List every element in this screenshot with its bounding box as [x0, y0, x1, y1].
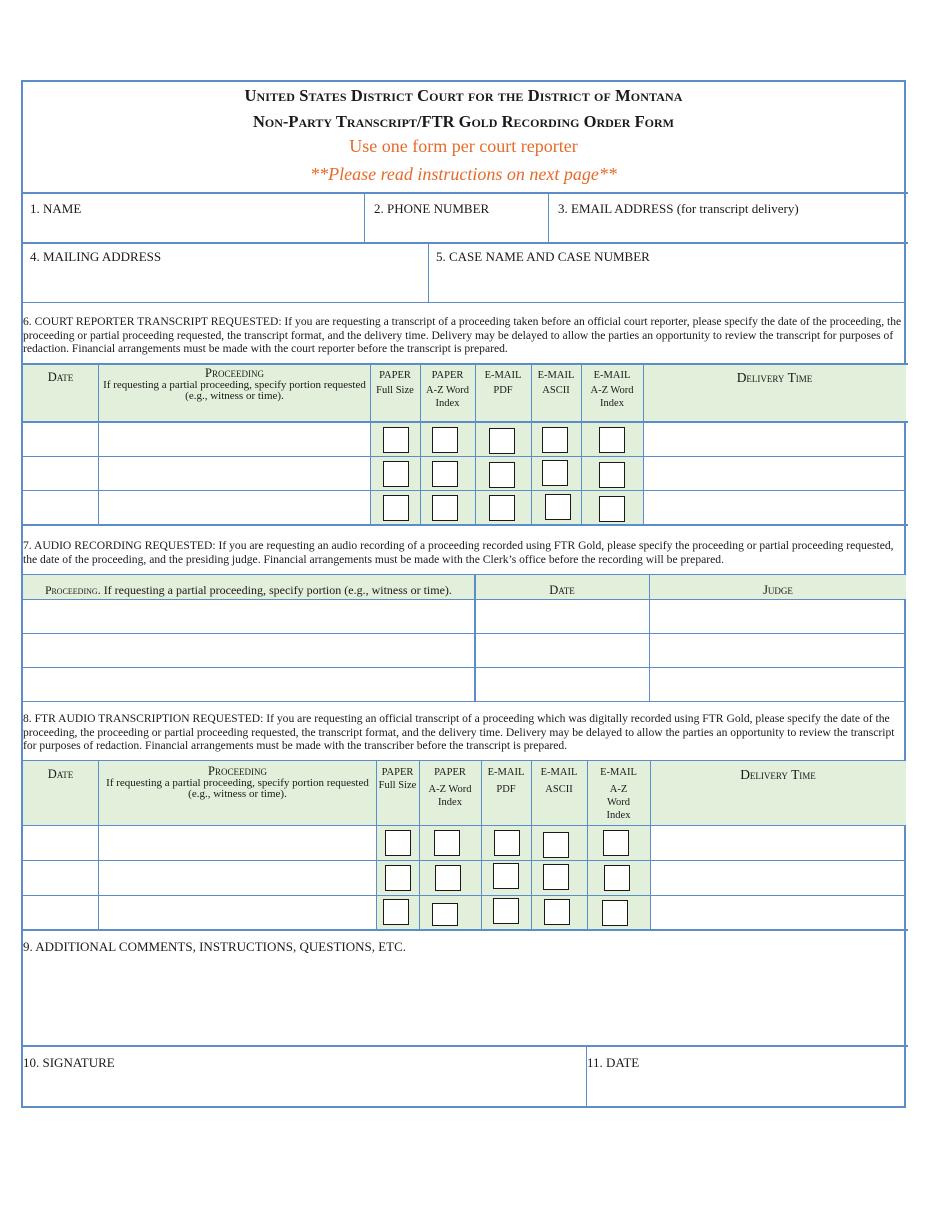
- col-proceeding-sub: . If requesting a partial proceeding, specify portion (e.g., witness or time).: [97, 583, 452, 597]
- checkbox[interactable]: [493, 863, 519, 889]
- col-delivery-time: Delivery Time: [740, 767, 816, 782]
- col-label: PAPER: [431, 370, 464, 381]
- col-label: E-MAIL: [593, 370, 631, 381]
- col-proceeding-title: Proceeding: [208, 764, 267, 778]
- checkbox[interactable]: [545, 494, 571, 520]
- email-label: 3. EMAIL ADDRESS (for transcript delivery): [558, 201, 799, 216]
- col-sublabel: A-Z Word Index: [590, 385, 634, 409]
- col-date: Date: [549, 583, 575, 597]
- checkbox[interactable]: [489, 495, 515, 521]
- col-sublabel: ASCII: [542, 385, 570, 396]
- instructions-note: **Please read instructions on next page**: [310, 164, 617, 184]
- form-title: Non-Party Transcript/FTR Gold Recording Order Form: [253, 112, 674, 131]
- checkbox[interactable]: [599, 496, 625, 522]
- case-label: 5. CASE NAME AND CASE NUMBER: [436, 249, 650, 264]
- col-email-az: [587, 766, 650, 822]
- col-sublabel: Full Size: [376, 385, 414, 396]
- divider: [23, 895, 906, 896]
- checkbox[interactable]: [602, 900, 628, 926]
- reporter-note: Use one form per court reporter: [349, 136, 578, 156]
- divider: [23, 599, 906, 600]
- divider: [23, 524, 908, 526]
- divider: [23, 633, 906, 634]
- divider: [23, 574, 906, 575]
- mailing-address-field[interactable]: [23, 244, 428, 302]
- checkbox[interactable]: [435, 865, 461, 891]
- col-email-pdf: [475, 369, 531, 397]
- col-delivery-time: Delivery Time: [736, 370, 813, 385]
- col-email-pdf: [481, 766, 531, 796]
- checkbox[interactable]: [432, 903, 458, 926]
- col-sublabel: PDF: [493, 385, 513, 396]
- col-date: Date: [47, 370, 74, 384]
- divider: [23, 363, 908, 365]
- divider: [650, 761, 651, 930]
- checkbox[interactable]: [385, 865, 411, 891]
- col-label: E-MAIL: [537, 370, 575, 381]
- col-label: PAPER: [381, 767, 414, 778]
- checkbox[interactable]: [543, 832, 569, 858]
- col-sublabel: A-Z Word Index: [426, 385, 469, 409]
- divider: [23, 456, 906, 457]
- mailing-label: 4. MAILING ADDRESS: [30, 249, 162, 264]
- section6-instructions: 6. COURT REPORTER TRANSCRIPT REQUESTED: If you are requesting a transcript of a proceeding taken before an official court reporter, please specify the date of the proceeding, the proceeding or partial proceeding requested, the transcript format, and the delivery time. Delivery may be delayed to allow the parties an opportunity to review the transcript for purposes of redaction. Financial arrangements must be made with the court reporter before the transcript is prepared.: [23, 315, 902, 355]
- checkbox[interactable]: [489, 462, 515, 488]
- col-label: PAPER: [379, 370, 411, 381]
- col-email-ascii: [531, 766, 587, 796]
- col-proceeding-title: Proceeding: [45, 585, 98, 597]
- checkbox[interactable]: [432, 495, 458, 521]
- name-label: 1. NAME: [30, 201, 82, 216]
- checkbox[interactable]: [543, 864, 569, 890]
- divider: [23, 825, 906, 826]
- col-proceeding: [23, 584, 474, 598]
- divider: [23, 667, 906, 668]
- date-label: 11. DATE: [587, 1055, 640, 1070]
- checkbox[interactable]: [542, 460, 568, 486]
- divider: [23, 860, 906, 861]
- col-proceeding: [99, 367, 370, 402]
- checkbox[interactable]: [383, 495, 409, 521]
- comments-field[interactable]: [23, 931, 904, 1045]
- checkbox[interactable]: [542, 427, 568, 453]
- col-label: E-MAIL: [540, 767, 578, 778]
- col-label: E-MAIL: [487, 767, 525, 778]
- col-paper-az: [420, 369, 475, 410]
- col-paper-full: [376, 766, 419, 792]
- checkbox[interactable]: [603, 830, 629, 856]
- date-field[interactable]: [587, 1047, 904, 1108]
- col-judge: Judge: [763, 583, 793, 597]
- checkbox[interactable]: [383, 899, 409, 925]
- checkbox[interactable]: [432, 461, 458, 487]
- case-field[interactable]: [429, 244, 904, 302]
- divider: [23, 701, 906, 702]
- col-sublabel: A-Z Word Index: [606, 784, 631, 821]
- checkbox[interactable]: [489, 428, 515, 454]
- col-proceeding-sub: If requesting a partial proceeding, specify portion requested (e.g., witness or time).: [103, 379, 366, 402]
- col-label: PAPER: [434, 767, 466, 778]
- order-form: [21, 80, 906, 1108]
- col-paper-az: [419, 766, 481, 809]
- divider: [23, 421, 908, 423]
- col-sublabel: Full Size: [378, 780, 417, 791]
- checkbox[interactable]: [383, 461, 409, 487]
- col-sublabel: A-Z Word Index: [428, 784, 472, 808]
- form-header: [23, 82, 904, 194]
- comments-label: 9. ADDITIONAL COMMENTS, INSTRUCTIONS, QUESTIONS, ETC.: [23, 939, 407, 954]
- phone-label: 2. PHONE NUMBER: [374, 201, 490, 216]
- col-sublabel: PDF: [496, 784, 516, 795]
- divider: [23, 490, 906, 491]
- court-title: United States District Court for the District of Montana: [244, 86, 683, 105]
- checkbox[interactable]: [385, 830, 411, 856]
- email-field[interactable]: [549, 194, 904, 242]
- col-proceeding-title: Proceeding: [205, 366, 264, 380]
- col-date: Date: [47, 767, 74, 781]
- col-sublabel: ASCII: [545, 784, 573, 795]
- divider: [23, 760, 906, 761]
- col-email-az: [581, 369, 643, 410]
- divider: [643, 364, 644, 525]
- divider: [23, 302, 906, 303]
- col-proceeding-sub: If requesting a partial proceeding, specify portion requested (e.g., witness or time).: [106, 777, 369, 800]
- checkbox[interactable]: [544, 899, 570, 925]
- checkbox[interactable]: [604, 865, 630, 891]
- col-label: E-MAIL: [600, 767, 637, 778]
- checkbox[interactable]: [599, 462, 625, 488]
- checkbox[interactable]: [434, 830, 460, 856]
- col-proceeding: [99, 765, 376, 800]
- signature-label: 10. SIGNATURE: [23, 1055, 115, 1070]
- col-label: E-MAIL: [484, 370, 522, 381]
- col-paper-full: [370, 369, 420, 397]
- section7-instructions: 7. AUDIO RECORDING REQUESTED: If you are requesting an audio recording of a proceeding recorded using FTR Gold, please specify the proceeding or partial proceeding requested, the date of the proceeding, and the presiding judge. Financial arrangements must be made with the Clerk’s office before the recording will be prepared.: [23, 539, 894, 566]
- name-field[interactable]: [23, 194, 364, 242]
- checkbox[interactable]: [494, 830, 520, 856]
- section8-instructions: 8. FTR AUDIO TRANSCRIPTION REQUESTED: If you are requesting an official transcript of a proceeding which was digitally recorded using FTR Gold, please specify the date of the proceeding, the proceeding or partial proceeding requested, the transcript format, and the delivery time. Delivery may be delayed to allow the parties an opportunity to review the transcript for purposes of redaction. Financial arrangements must be made with the transcriber before the transcript is prepared.: [23, 712, 895, 752]
- checkbox[interactable]: [599, 427, 625, 453]
- checkbox[interactable]: [432, 427, 458, 453]
- checkbox[interactable]: [383, 427, 409, 453]
- col-email-ascii: [531, 369, 581, 397]
- signature-field[interactable]: [23, 1047, 586, 1108]
- checkbox[interactable]: [493, 898, 519, 924]
- phone-field[interactable]: [365, 194, 548, 242]
